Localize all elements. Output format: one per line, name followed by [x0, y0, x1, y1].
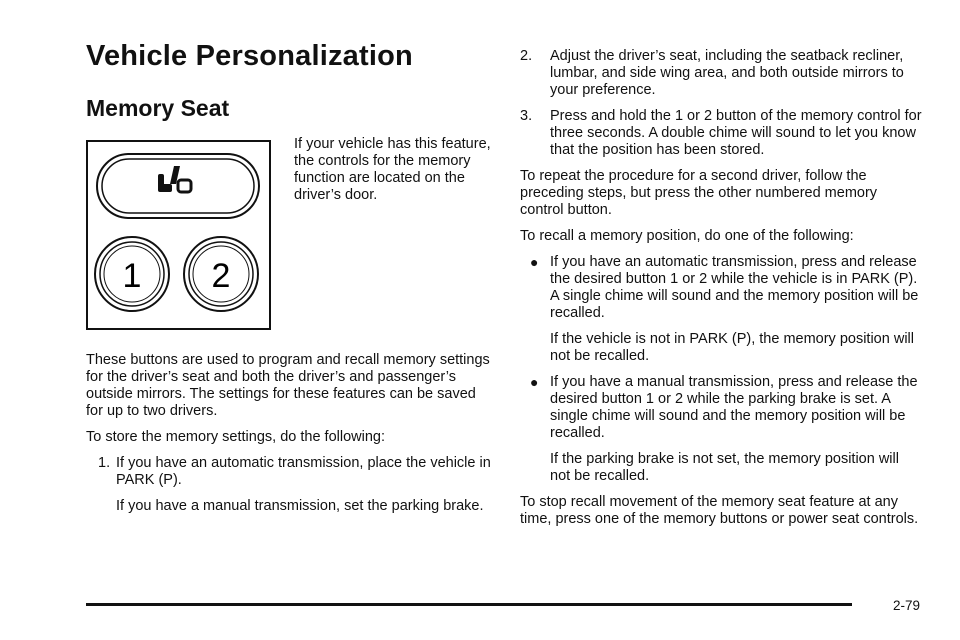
paragraph-recall: To recall a memory position, do one of the following: [520, 228, 854, 244]
page-title: Vehicle Personalization [86, 40, 413, 72]
left-column [86, 352, 491, 524]
paragraph-store: To store the memory settings, do the following: [86, 429, 386, 445]
paragraph-repeat: To repeat the procedure for a second driver, follow the preceding steps, but press the other numbered memory control button. [520, 168, 878, 218]
bullet-icon: ● [530, 374, 539, 390]
page-number: 2-79 [893, 598, 921, 613]
step-2 [520, 48, 922, 99]
step-1-number: 1. [98, 455, 111, 471]
bullet-icon: ● [530, 254, 539, 270]
bullet-automatic-note: If the vehicle is not in PARK (P), the memory position will not be recalled. [550, 331, 914, 364]
step-3-text: Press and hold the 1 or 2 button of the memory control for three seconds. A double chime will sound to let you know that the position has been stored. [550, 108, 922, 158]
memory-button-2-label: 2 [211, 257, 231, 295]
bullet-manual-note: If the parking brake is not set, the memory position will not be recalled. [550, 451, 899, 484]
step-1-subtext: If you have a manual transmission, set the parking brake. [116, 498, 484, 514]
memory-button-1-label: 1 [122, 257, 142, 295]
footer-rule [86, 603, 852, 606]
section-title: Memory Seat [86, 95, 230, 121]
step-2-number: 2. [520, 48, 533, 64]
step-3-number: 3. [520, 108, 533, 124]
step-3 [520, 108, 922, 159]
memory-control-illustration [86, 140, 271, 330]
intro-paragraph: If your vehicle has this feature, the controls for the memory function are located on the driver’s door. [294, 136, 491, 203]
memory-buttons-drawing [88, 142, 269, 328]
step-2-text: Adjust the driver’s seat, including the seatback recliner, lumbar, and side wing area, and both outside mirrors to your preference. [550, 48, 904, 98]
bullet-automatic [530, 254, 922, 322]
bullet-manual-text: If you have a manual transmission, press and release the desired button 1 or 2 while the parking brake is set. A single chime will sound and the memory position will be recalled. [550, 374, 918, 441]
step-1-text: If you have an automatic transmission, place the vehicle in PARK (P). [116, 455, 491, 488]
right-column [520, 48, 922, 537]
step-1 [98, 455, 491, 515]
bullet-manual [530, 374, 922, 442]
paragraph-stop: To stop recall movement of the memory seat feature at any time, press one of the memory buttons or power seat controls. [520, 494, 919, 527]
seat-icon [158, 166, 191, 192]
paragraph-buttons: These buttons are used to program and recall memory settings for the driver’s seat and both the driver’s and passenger’s outside mirrors. The settings for these features can be saved for up to two drivers. [86, 352, 490, 419]
bullet-automatic-text: If you have an automatic transmission, press and release the desired button 1 or 2 while the vehicle is in PARK (P). A single chime will sound and the memory position will be recalled. [550, 254, 919, 321]
